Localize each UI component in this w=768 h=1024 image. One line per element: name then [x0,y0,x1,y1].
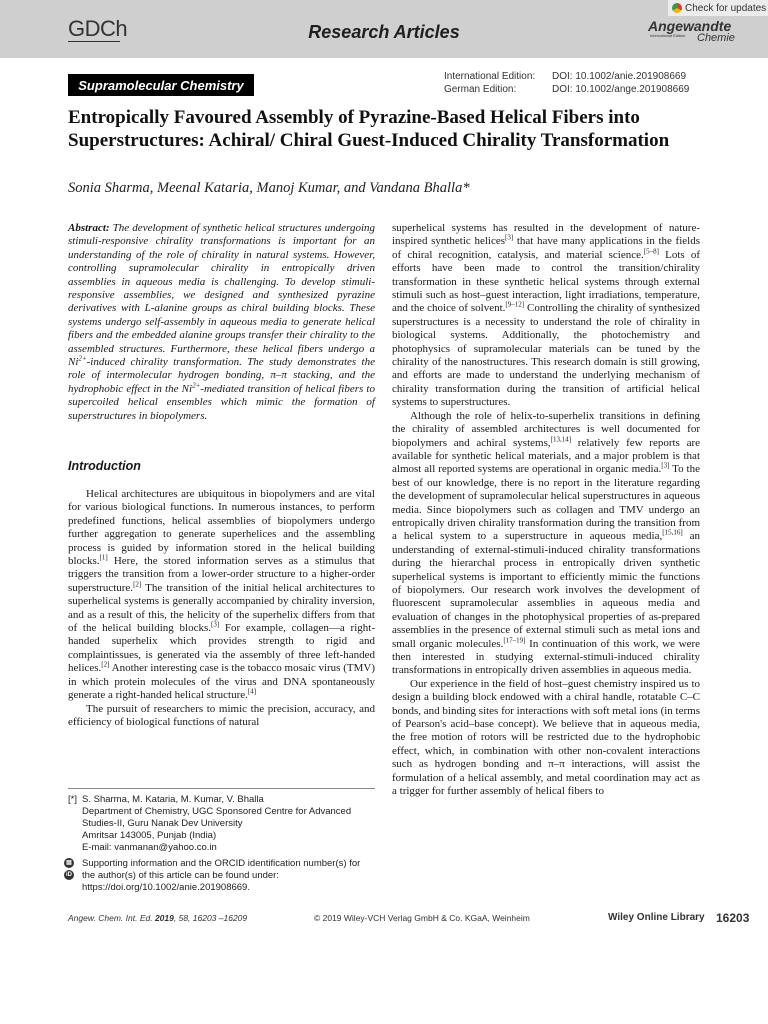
check-updates-icon [672,3,682,13]
text-run: relatively few reports are available for synthetic helical materials, and a major problem is that almost all reported systems are operational in organic media. [392,436,701,476]
citation-year: 2019 [154,913,174,923]
author-list: Sonia Sharma, Meenal Kataria, Manoj Kumar, and Vandana Bhalla* [68,180,470,196]
citation-journal: Angew. Chem. Int. Ed. [68,913,153,923]
doi-intl-label: International Edition: [444,71,536,82]
citation[interactable]: [3] [661,461,670,470]
footnote-dept: Department of Chemistry, UGC Sponsored Centre for Advanced Studies-II, Guru Nanak Dev University [82,806,352,829]
intro-paragraph-2: The pursuit of researchers to mimic the precision, accuracy, and efficiency of biological functions of natural [68,702,375,728]
citation-line [68,913,247,923]
text-run: that have many applications in the fields of chiral recognition, catalysis, and material science. [392,235,700,261]
abstract-sup-2: 2+ [192,381,201,390]
journal-edition: International Edition [650,33,686,38]
intro-heading: Introduction [68,459,141,473]
footnote-mark: [*] [68,794,77,805]
citation[interactable]: [17–19] [503,635,526,644]
abstract-text-3: -mediated transition of helical fibers to supercoiled helical ensembles which mimic the formation of superstructures in biopolymers. [68,382,375,422]
intro-column [68,488,375,729]
text-run: Although the role of helix-to-superhelix transitions in defining the chirality of assembled architectures is well documented for biopolymers and achiral systems, [392,409,700,449]
doi-german-label: German Edition: [444,84,517,95]
footnote-names: S. Sharma, M. Kataria, M. Kumar, V. Bhalla [82,794,264,805]
abstract-text-1: The development of synthetic helical structures undergoing stimuli-responsive chirality transformations is important for an understanding of the role of chirality in natural systems. However, controlling supramolecular chirality in entropically driven assemblies in aqueous media is challenging. To develop stimuli-responsive assemblies, we designed and synthesized pyrazine derivatives with L-alanine groups as chiral building blocks. These systems undergo self-assembly in aqueous media to generate helical fibers and the embedded alanine groups transfer their chirality to the assembled structures. Furthermore, these helical fibers undergo a Ni [68,222,375,369]
abstract-label: Abstract: [68,222,110,234]
right-paragraph-1 [392,222,700,410]
text-run: Here, the stored information serves as a stimulus that triggers the transition from a lower-order structure to a higher-order superstructure. [68,555,375,594]
orcid-icon: iD [66,872,72,878]
publisher-logo: GDCh [68,16,128,41]
footnote-email[interactable]: E-mail: vanmanan@yahoo.co.in [82,842,217,853]
doi-german-link[interactable]: DOI: 10.1002/ange.201908669 [552,84,690,95]
abstract-text-2: -induced chirality transformation. The study demonstrates the role of intermolecular hydrogen bonding, π–π stacking, and the hydrophobic effect in the Ni [68,356,375,395]
si-icons [64,858,74,880]
affiliation-footnote [68,794,375,854]
si-text: Supporting information and the ORCID identification number(s) for the author(s) of this article can be found under: [82,858,361,881]
text-run: superhelical systems has resulted in the development of nature-inspired synthetic helices [392,222,700,248]
citation[interactable]: [3] [211,620,220,629]
copyright: © 2019 Wiley-VCH Verlag GmbH & Co. KGaA, Weinheim [314,913,530,923]
citation-rest: , 58, 16203 –16209 [173,913,248,923]
text-run: To the best of our knowledge, there is no report in the literature regarding the development of supramolecular helical superstructures in aqueous media. Since biopolymers such as collagen and TMV undergo an entropically driven chirality transformation during the transition from a helical system to a superstructure in aqueous media, [392,463,701,543]
right-paragraph-3: Our experience in the field of host–guest chemistry inspired us to design a building block endowed with a chiral handle, rotatable C–C bonds, and binding sites for interactions with soft metal ions (in terms of Pearson's acid–base concept). We believe that in aqueous media, the free motion of rotors will be restricted due to the hydrophobic effect, which, in combination with other non-covalent interactions such as hydrogen bonding and π–π interactions, will assist the formulation of a helical assembly, and metal coordination may act as a trigger for further assembly of helical fibers to [392,677,700,798]
text-run: an understanding of external-stimuli-induced chirality transformations during the hierarchal process in entropically driven synthetic superhelical systems is important to efficiently mimic the functions of biopolymers. Our research work involves the development of fluorescent supramolecular assemblies in aqueous media and evaluation of changes in the photophysical properties of as-prepared assemblies in the presence of external stimuli such as metal ions and small organic molecules. [392,530,700,650]
check-updates-button[interactable] [668,0,768,16]
text-run: For example, collagen—a right-handed superhelix which provides strength to rigid and complaintissues, is generated via the assembly of three left-handed helices. [68,622,375,675]
page-number: 16203 [716,911,750,925]
citation[interactable]: [3] [505,233,514,242]
abstract-sup-1: 2+ [78,354,87,363]
text-run: Controlling the chirality of synthesized superstructures is a necessity to understand the role of chirality in biological systems. Additionally, the photochemistry and photophysics of supramolecular materials can be tuned by the chirality of the nanostructures. This research domain is still growing, and efforts are made to understand the underlying mechanism of chirality transformation during the transition of artificial helical systems to superstructures. [392,302,700,409]
citation[interactable]: [5–8] [643,247,659,256]
supporting-info-icon: ▤ [64,858,74,868]
section-title: Research Articles [308,22,460,42]
intro-paragraph-1 [68,488,375,703]
citation[interactable]: [13,14] [550,434,572,443]
text-run: Another interesting case is the tobacco mosaic virus (TMV) in which protein molecules of the virus and DNA spontaneously generate a right-handed helical structure. [68,662,375,702]
citation[interactable]: [15,16] [662,528,683,537]
check-updates-label: Check for updates [685,2,767,14]
right-paragraph-2 [392,410,700,678]
text-run: Helical architectures are ubiquitous in biopolymers and are vital for various biological functions. In numerous instances, to perform predefined functions, helical assemblies of biopolymers undergo further aggregation to generate superhelices and the assembling process is guided by information stored in the helical building blocks. [68,488,375,568]
page-footer [68,911,750,925]
journal-logo: Angewandte [648,18,732,34]
abstract [68,222,375,423]
footnote-rule [68,788,375,789]
doi-block [444,70,689,96]
citation[interactable]: [9–12] [505,300,525,309]
supporting-info-note [68,858,375,894]
text-run: Lots of efforts have been made to control the transition/chirality transformation in these synthetic helical systems through external stimuli such as host–guest interaction, light irradiations, temperature, and the choice of solvent. [392,248,700,315]
wiley-library-link[interactable]: Wiley Online Library [608,912,705,923]
footnote-city: Amritsar 143005, Punjab (India) [82,830,217,841]
doi-intl-link[interactable]: DOI: 10.1002/anie.201908669 [552,71,686,82]
citation[interactable]: [4] [247,687,257,696]
citation[interactable]: [1] [99,553,108,562]
text-run: The transition of the initial helical architectures to superhelical systems is generally accompanied by chirality inversion, and as a result of this, the helicity of the superhelix differs from that of the helical building blocks. [68,581,375,635]
category-tag: Supramolecular Chemistry [68,74,254,96]
citation[interactable]: [2] [101,660,110,669]
article-title: Entropically Favoured Assembly of Pyrazine-Based Helical Fibers into Superstructures: Achiral/ Chiral Guest-Induced Chirality Transformation [68,107,670,151]
citation[interactable]: [2] [133,580,142,589]
text-run: In continuation of this work, we were then interested in studying external-stimuli-induced chirality transformations in entropically driven assemblies in aqueous media. [392,637,701,677]
journal-chemie: Chemie [697,32,735,44]
right-column [392,222,700,798]
si-url-link[interactable]: https://doi.org/10.1002/anie.201908669. [82,882,250,893]
